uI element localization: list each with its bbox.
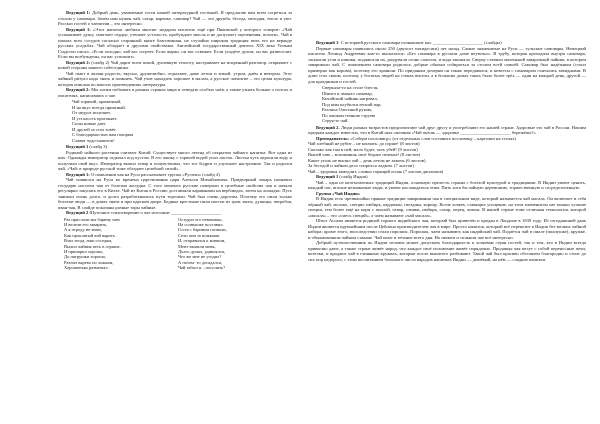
paragraph-text: (слайд Индия) <box>338 174 368 179</box>
paragraph-text: Мы хотим побывать в разных странах мира и отведать особых чаёв, а также узнать больше о поэтах и писателях, написавших о чае. <box>58 87 293 98</box>
paragraph-text: Чай пьют в жизни радость, вкусно, дружелюбно, отдыхают, даже летом и зимой, утром, днём и вечером. Этот чайный ритуал надо знать и помнить. Чай учит находить хорошее в малом, а русское чаепитие – это целая культура, которая описана во многих произведениях литературы. <box>58 70 292 87</box>
list-item: Сколько чая там в пей, мало будет, хоть убей! (9 листов) <box>308 146 418 152</box>
paragraph-text: : С историей русского самовара познакомит нас ______________________ (слайды) <box>338 40 502 45</box>
paragraph-text: В Индии есть чрезвычайно пряные традиции заваривания чая в специальном виде, который называется чай масала. Он включает в себя чёрный чай, молоко, специи: имбирь, кардамон, гвоздика, корицу. Возле хозяев, ставящих угощение, на этом знаменитом чае можно лучшие специи, тем более ещё на корм с пиалой, отвар, сливки, имбирь, сахар, перец, лимон. В нашей стране тоже отличная технология, которой «масала» – это «смесь специй», а чаем называют «чай масала». <box>308 196 586 218</box>
poem-line: Долго думал, удивлялся, <box>178 248 225 254</box>
paragraph-text: Первые самовары появились около 250 (двухсот пятидесяти) лет назад. Самые знаменитые на Руси — тульские самовары. Немецкий писатель Леонид Андреевич как-то высказался: «Без самовара в русском доме неуютно». В трубу, которая проходила внутри самовара, засыпали угли и шишки, поджигали их, раздували огонь сапогом, и вода закипала. Сверху ставили маленький заварочный чайник, в котором заваривали чай. С появлением самовара родилось добрые обычаи собираться за столом всей семьёй. Самовар был надёжным (стоил примерно как корова), поэтому его хранили. По приданым дочерям он также передавался, и невесты с самоваром считались завидными. В доме стал своим, поэтому у богатых людей на стенах висели, а в больших домах таких было более трёх — один на каждый день, другой — для праздников и гостей. <box>308 45 586 84</box>
poem-line: Разлил варево по ложкам, <box>64 259 114 265</box>
poem-line: Разлила Ольгиной рукою, <box>322 107 373 112</box>
paragraph <box>308 240 586 262</box>
paragraph-text: Добрый день, уважаемые гости нашей литературной гостиной. Я предлагаю вам всем согреться за столом у самовара. Зачем нам нужен чай, сахар, варенье, самовар? Чай — это дружба, беседа, мелодия, тепло и уют. Рассказ гостей о чаепитии – это интересно. <box>58 10 292 26</box>
poem-line: И усталость прогоняет. <box>72 115 118 121</box>
speaker-label: Ведущий 1: <box>66 26 91 32</box>
poem-line: Сели они за ножками. <box>178 232 221 238</box>
paragraph-text: О появлении чая на Руси рассказывает группа «Русичи» (слайд 4) <box>89 171 220 177</box>
speaker-label: Ведущий 1 <box>316 40 339 45</box>
poem-line: Мент выпили меня, <box>178 243 216 249</box>
section-label: Группа «Чай Индии» <box>316 190 361 196</box>
poem <box>322 85 586 124</box>
poem-line: Чай забыл я…посолить? <box>178 265 226 271</box>
paragraph <box>58 10 292 27</box>
paragraph-text: Чай – одна из неотъемлемых традиций Индии, основную прелесть страны с богатой культурой и традициями. В Индии умеют ценить, каждый час, вполне незнакомые люди, и умеют наслаждаться этим. Пить хотя бы чайную церемонию, торжественную и сосредоточенную. <box>308 179 586 190</box>
speaker-label: Ведущий 1 <box>316 174 339 179</box>
poem <box>72 99 292 143</box>
speaker-label: Преподаватель: <box>316 135 350 141</box>
poem-line: От недуга исцеляет, <box>72 110 111 115</box>
speaker-label: Ведущий 1: <box>66 171 90 177</box>
poem-line: И на вкус всегда приятный. <box>72 104 126 110</box>
poem-line: Взял тогда, наш соседям, <box>64 238 113 244</box>
list-item: Выпей чаю – вспомнишь своё бедное печенье! (8 листов) <box>308 152 421 157</box>
paragraph <box>308 180 586 191</box>
list-item: Чай хлебный не рубит – не кончать: до горше! (8 листов) <box>308 141 420 146</box>
paragraph <box>58 177 292 210</box>
paragraph <box>58 87 292 98</box>
poem-line: А потом- то догадался, <box>178 259 222 265</box>
paragraph <box>58 27 292 60</box>
list-item: Чай – здоровья замедлит, словно горящий огонь (7 листов дипломов) <box>308 168 444 174</box>
poem-line: Как проклятый чай варить. <box>64 232 116 238</box>
paragraph-text: «Собери пословицу» (от отдельных слов составить пословицу – карточки на столах) <box>349 135 517 141</box>
right-page <box>300 0 600 424</box>
poem-line: До патрушки хорошо, <box>64 254 107 260</box>
poem-line: И велели его заварить, <box>64 221 108 227</box>
speaker-label: Ведущий 2. <box>316 124 340 130</box>
poem-line: С благодарностью вам говорим <box>72 132 134 137</box>
poem-line: Хорошенько размешал. <box>64 265 109 271</box>
poem-line: Раз прислали мы барину чаю <box>64 216 120 222</box>
poem-line: Вылил чайник весь в горшок. <box>64 243 121 249</box>
speaker-label: Ведущий 2: <box>66 87 90 92</box>
paragraph <box>308 196 586 218</box>
speaker-label: Ведущий 2 <box>66 210 89 215</box>
poem-line: На солнышке поставил. <box>178 221 224 227</box>
poem-line: Китайский чайник нагревал, <box>322 96 378 101</box>
poem-line: Силы новые дает <box>72 121 106 126</box>
poem-line: Что же мне не угодил? <box>178 254 222 260</box>
speaker-label: Ведущий 1 <box>66 144 89 149</box>
list-item: За беседой и чайком дело спорится ладком. (7 листов) <box>308 163 414 168</box>
paragraph <box>58 71 292 88</box>
paragraph <box>308 46 586 85</box>
paragraph-text: Люди разных возрастов предпочитают чай друг другу и употребляют его нашей стране. Здоровые это чай в России. Нашим предкам каждое известно, что в Китай шла смешная «Чай пьёшь — здоровье ______________________ бережёшь?» <box>308 124 586 135</box>
paragraph <box>58 60 292 71</box>
poem-line: Сверкала-то на столе блестя, <box>322 85 379 90</box>
poem-line: А я отроду не знаю, <box>64 227 103 233</box>
poem-line: Шипел и чмокал самовар, <box>322 90 373 96</box>
paragraph-text: Добрый путешественник по Индии человек может допускать благодарность к хозяевам стран гостей, так и тем, кто в Индии всегда привычно дают, а также стране живёт народ, что каждое своё положение живёт порядочно. Продавцы чая несут с собой переносные печи, котелки, и продают чай в глиняных кружках, которые после выпитого разбивают. Такой чай был красиво обставлен благородно и стоит до сих пор недорого, с этим воспитанием большого числа народов напитков Индии — дешёвый, на нём — сладкие напитки. <box>308 240 586 262</box>
poem-line: Под ним клубился легкий пар, <box>322 101 382 107</box>
poem-line: Славят чудо-напиток! <box>72 137 115 143</box>
poem-line: И друзей за стол зовёт. <box>72 126 117 132</box>
poem-line: И припарил хорошо, <box>64 248 104 254</box>
poem-line: Струя-то чай. <box>322 118 349 123</box>
poem-line: И, отправился к ковшом, <box>178 238 226 244</box>
paragraph <box>58 150 292 172</box>
paragraph-text: «Этот напиток любили многие: недаром писатель ещё при Пиковской у которого говорит: «Чай успокаивает душу, смягчает сердце, утешает усталость, пробуждает мысль и не допускает оцепенения, похоти». Чай в пиалах всех сосудов согласно старинной книге благовонная, не случайно широкая традиция пить его на веранде русских усадьбах. Чай обладает и другими свойствами. Английский государственный деятель XIX века Уильям Гладстон писал: «Если холодно, чай вас согреет. Если жарко, он вас освежит. Если упадёте духом, он вас развеселит. Если вы возбуждены, он вас успокоит». <box>58 26 292 59</box>
paragraph <box>58 210 292 216</box>
paragraph-text: (слайд 2) Чай дарит всем покой, душевную теплоту, настраивает на искренний разговор, открывает с новой стороны нашего собеседника. <box>58 59 292 70</box>
paragraph-text: Шуточное стихотворение о чае исполнит ______________________ <box>88 210 222 215</box>
paragraph <box>308 218 586 240</box>
speaker-label: Ведущий 1: <box>66 10 91 15</box>
list-item: Какое уголь не выпил чай – день летом не зажечь (6 листов) <box>308 157 426 163</box>
paragraph-text: Шпот Ассама является родиной горного индийского чая, который был привезён и продан в Лондоне в 1839 году. Из сегодняшней дань Индии является крупнейшим после Цейлона производителем чая в мире. Просто напиток, который всё перевозит в Индии без мелких чайной набора; кроме этого, впоследствии стали порошок. Порошок, чаем называют, как индийский чай. Подаётся чай в пиале (пиалушке), кружке, и обыкновенном чайном стакане. Чай пьют в течение всего дня. На свежем и сильном чае всё интересно. <box>308 218 586 240</box>
poem-line: Гостя с барином позвали, <box>178 227 227 233</box>
speaker-label: Ведущий 2: <box>66 59 91 65</box>
poem-line: По чашкам темною струею <box>322 112 376 118</box>
paragraph-text: Родиной чайного растения считают Китай. Существует много легенд об открытии чайного напитка. Вот одна из них. Однажды император отдыхал под кустом. В его чашку с горячей водой упал листок. Листья чуть окрасили воду и получили свой вкус. Император выпил отвар и почувствовал, что тот бодрит и улучшает настроение. Так и родился чай. «Чай: в природе русской тоже обладает целебной силой». <box>58 149 292 171</box>
proverb-list <box>308 141 586 174</box>
poem-column-right <box>178 217 292 271</box>
two-column-poem <box>64 217 292 271</box>
paragraph-text: Чай появился на Руси во времена царствования царя Алексея Михайловича. Придворный лекарь назначил государю настоем чая от болезни желудка. С того момента русские поверили в целебные свойства чая и начали регулярно закупать его в Китае. Чай из Китая в Россию доставляли караванами на верблюдах, затем на лошадях. Путь занимал очень долго, и долго разрабатывались пути торговли. Чай был очень дорогим. Поэтому его пили только богатые люди — в домах знати и при царском дворе. Бедные крестьяне пили настои из трав: мяты, душицы, зверобоя, иван-чая. В слайде показаны разные тары чайные. <box>58 177 292 210</box>
paragraph-text: (слайд 3) <box>88 144 108 149</box>
poem-line: Чай горячий, ароматный, <box>72 99 122 104</box>
paragraph <box>308 125 586 136</box>
poem-line: Остудил его немножко, <box>178 216 223 222</box>
poem-column-left <box>64 217 178 271</box>
